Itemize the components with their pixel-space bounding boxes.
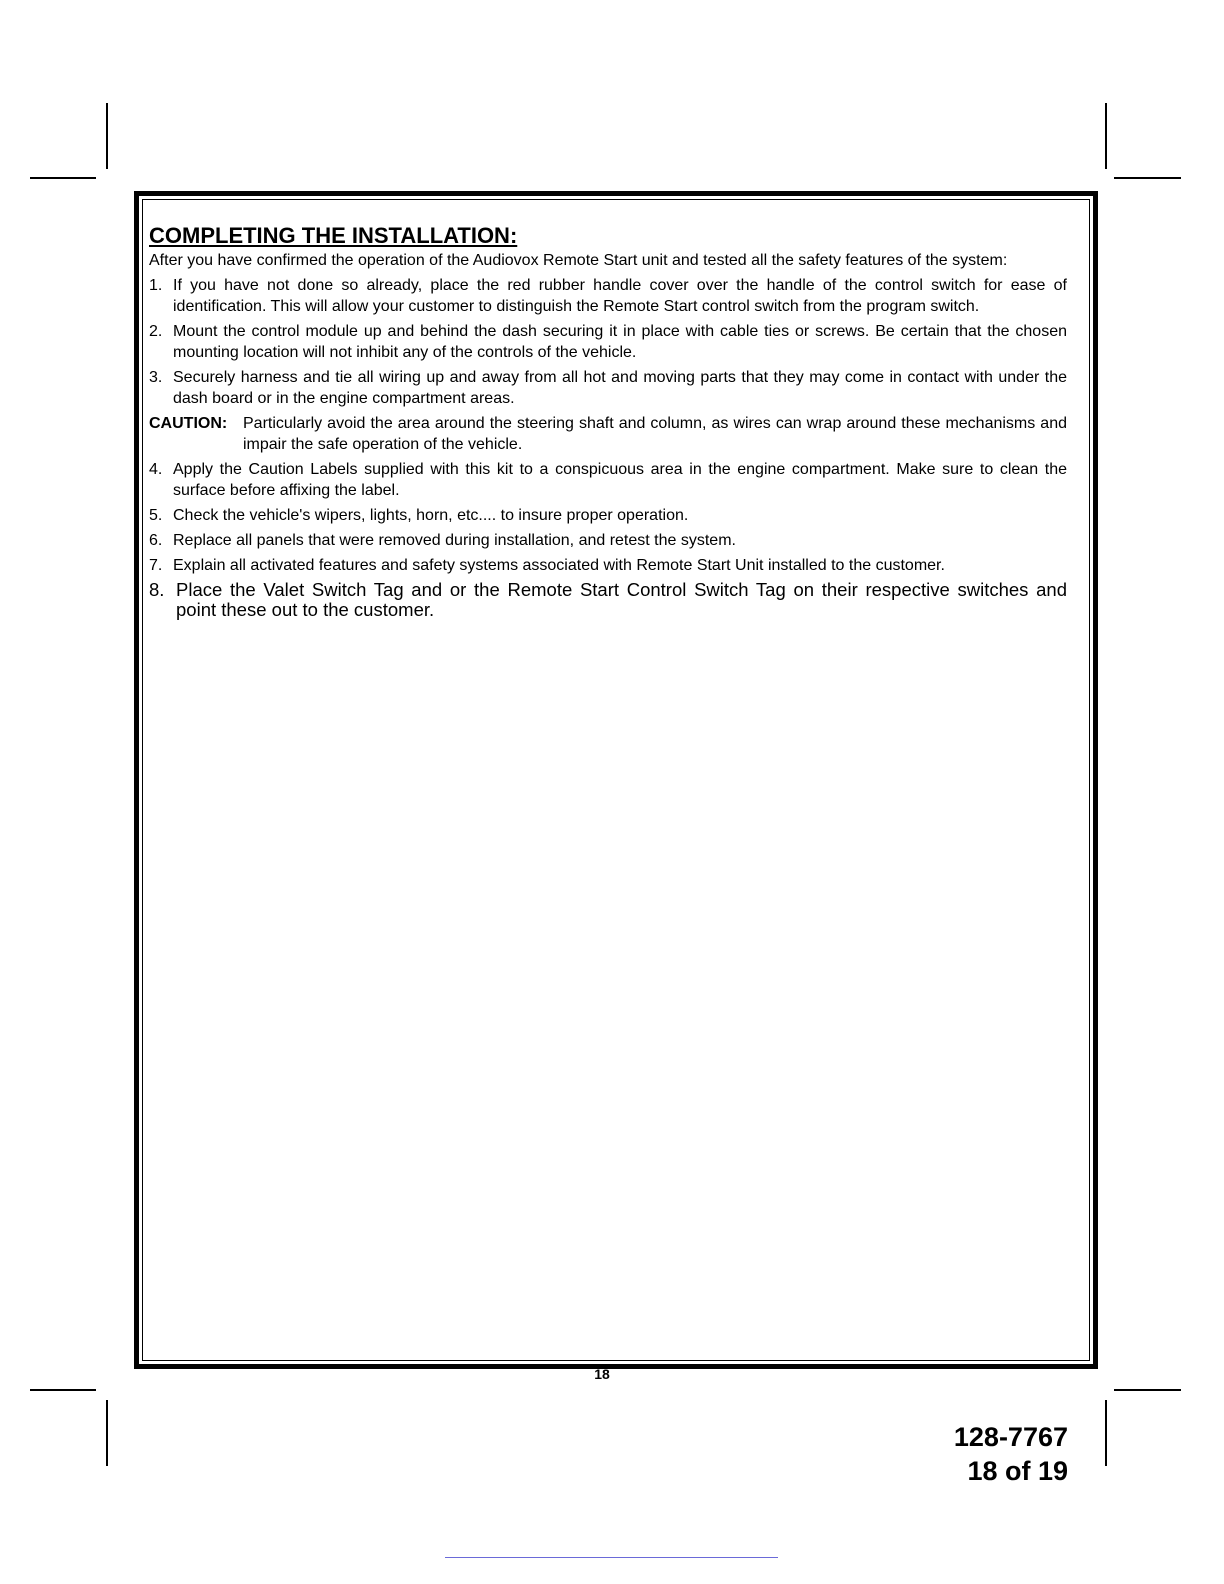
installation-section [149, 222, 1067, 624]
step-3 [149, 367, 1067, 409]
caution-note [149, 413, 1067, 455]
step-number: 1. [149, 277, 163, 294]
step-2 [149, 321, 1067, 363]
step-7 [149, 555, 1067, 576]
crop-mark-bottom-left-vertical [106, 1400, 108, 1466]
section-title: COMPLETING THE INSTALLATION: [149, 223, 518, 248]
page-of-total: 18 of 19 [967, 1456, 1068, 1486]
step-text: Explain all activated features and safety systems associated with Remote Start Unit installed to the customer. [173, 557, 945, 574]
crop-mark-bottom-right-vertical [1105, 1400, 1107, 1466]
caution-text: Particularly avoid the area around the steering shaft and column, as wires can wrap around these mechanisms and impair the safe operation of the vehicle. [243, 415, 1067, 453]
step-text: Check the vehicle's wipers, lights, horn, etc.... to insure proper operation. [173, 507, 689, 524]
step-text: If you have not done so already, place the red rubber handle cover over the handle of the control switch for ease of identification. This will allow your customer to distinguish the Remote Start control switch from the program switch. [173, 277, 1067, 315]
crop-mark-top-right-horizontal [1114, 177, 1181, 179]
step-number: 6. [149, 532, 163, 549]
step-text: Securely harness and tie all wiring up and away from all hot and moving parts that they may come in contact with under the dash board or in the engine compartment areas. [173, 369, 1067, 407]
step-number: 5. [149, 507, 163, 524]
step-1 [149, 275, 1067, 317]
step-number: 8. [149, 579, 165, 600]
page-number: 18 [594, 1366, 610, 1382]
step-text: Apply the Caution Labels supplied with this kit to a conspicuous area in the engine compartment. Make sure to clean the surface before affixing the label. [173, 461, 1067, 499]
crop-mark-top-left-horizontal [30, 177, 96, 179]
step-text: Mount the control module up and behind the dash securing it in place with cable ties or screws. Be certain that the chosen mounting location will not inhibit any of the controls of the vehicle. [173, 323, 1067, 361]
document-code: 128-7767 [953, 1422, 1068, 1452]
crop-mark-top-left-vertical [106, 103, 108, 169]
crop-mark-bottom-right-horizontal [1114, 1389, 1181, 1391]
step-number: 3. [149, 369, 163, 386]
step-5 [149, 505, 1067, 526]
crop-mark-top-right-vertical [1105, 103, 1107, 169]
section-intro: After you have confirmed the operation of the Audiovox Remote Start unit and tested all the safety features of the system: [149, 252, 1008, 269]
step-text: Place the Valet Switch Tag and or the Remote Start Control Switch Tag on their respective switches and point these out to the customer. [176, 579, 1067, 620]
step-number: 7. [149, 557, 163, 574]
step-text: Replace all panels that were removed during installation, and retest the system. [173, 532, 736, 549]
crop-mark-bottom-left-horizontal [30, 1389, 96, 1391]
step-number: 2. [149, 323, 163, 340]
bottom-divider-line [445, 1557, 778, 1558]
step-4 [149, 459, 1067, 501]
step-8 [149, 580, 1067, 620]
document-code-block [954, 1420, 1068, 1488]
step-6 [149, 530, 1067, 551]
step-number: 4. [149, 461, 163, 478]
caution-label: CAUTION: [149, 415, 228, 432]
